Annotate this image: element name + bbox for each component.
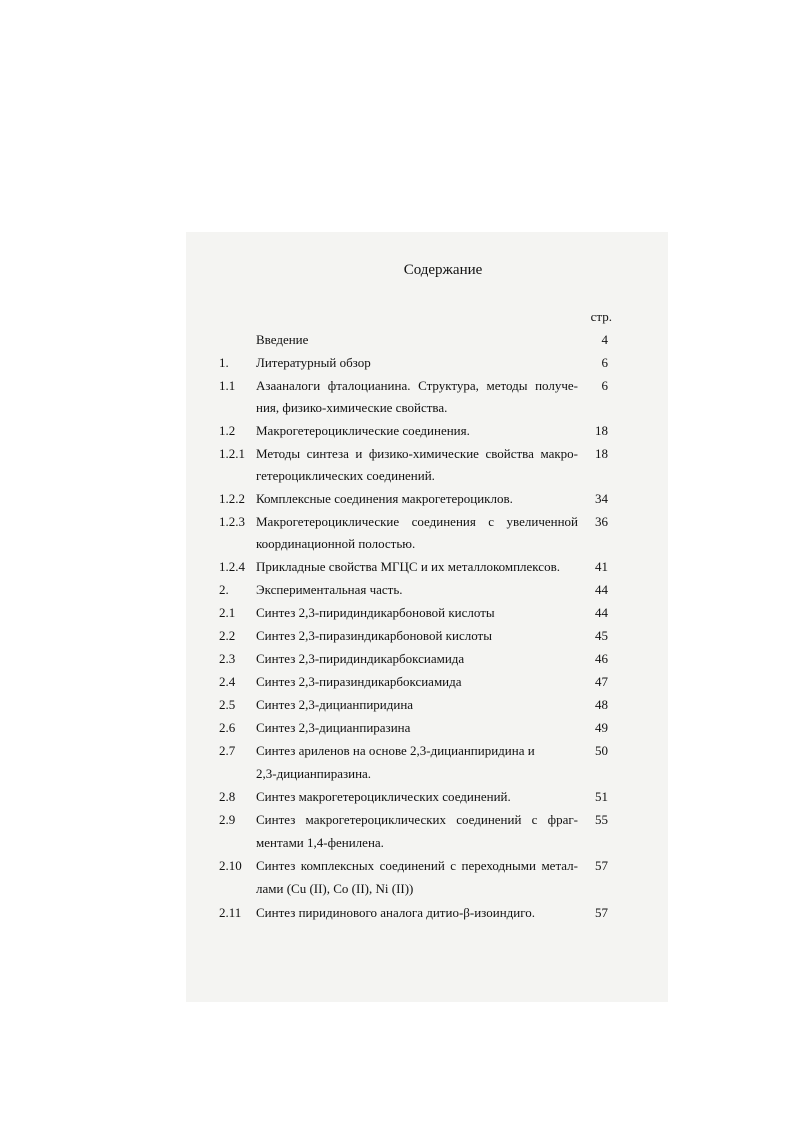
toc-entry-page: 57 xyxy=(595,905,608,920)
toc-entry-page: 41 xyxy=(595,559,608,574)
toc-entry-page: 44 xyxy=(595,582,608,597)
toc-entry-title: Синтез 2,3-пиразиндикарбоновой кислоты xyxy=(256,628,492,643)
toc-entry-page: 18 xyxy=(595,423,608,438)
page-column-header: стр. xyxy=(590,309,612,324)
toc-entry-page: 55 xyxy=(595,812,608,827)
toc-entry-number: 2.4 xyxy=(219,674,236,689)
toc-entry-number: 2.11 xyxy=(219,905,242,920)
toc-entry-title: Синтез 2,3-пиридиндикарбоновой кислоты xyxy=(256,605,495,620)
toc-entry-page: 4 xyxy=(601,332,608,347)
toc-entry-title: Экспериментальная часть. xyxy=(256,582,403,597)
toc-entry-page: 57 xyxy=(595,858,608,873)
toc-entry-title-line-1: Азааналоги фталоцианина. Структура, методы получе- xyxy=(256,378,578,393)
toc-entry-number: 1.1 xyxy=(219,378,236,393)
toc-entry-number: 2.9 xyxy=(219,812,236,827)
toc-entry-title: Синтез 2,3-дицианпиридина xyxy=(256,697,414,712)
toc-entry-number: 2.10 xyxy=(219,858,242,873)
toc-entry-title-line-2: координационной полостью. xyxy=(256,536,416,551)
toc-entry-title-line-1: Макрогетероциклические соединения с увеличенной xyxy=(256,514,578,529)
toc-entry-page: 45 xyxy=(595,628,608,643)
toc-entry-title: Синтез 2,3-пиразиндикарбоксиамида xyxy=(256,674,462,689)
toc-entry-title: Макрогетероциклические соединения. xyxy=(256,423,470,438)
toc-entry-title-line-1: Синтез макрогетероциклических соединений с фраг- xyxy=(256,812,578,827)
toc-entry-number: 2.2 xyxy=(219,628,236,643)
toc-entry-number: 2.7 xyxy=(219,743,236,758)
toc-entry-title-line-2: ния, физико-химические свойства. xyxy=(256,400,448,415)
toc-entry-title: Комплексные соединения макрогетероциклов. xyxy=(256,491,513,506)
toc-entry-number: 2.1 xyxy=(219,605,236,620)
toc-entry-page: 36 xyxy=(595,514,608,529)
toc-entry-title: Литературный обзор xyxy=(256,355,371,370)
toc-entry-page: 51 xyxy=(595,789,608,804)
page-title: Содержание xyxy=(403,262,483,278)
toc-entry-number: 2.3 xyxy=(219,651,236,666)
toc-entry-page: 34 xyxy=(595,491,608,506)
toc-entry-title-line-2: ментами 1,4-фенилена. xyxy=(256,835,384,850)
toc-entry-number: 1.2.3 xyxy=(219,514,245,529)
toc-entry-number: 1.2 xyxy=(219,423,236,438)
toc-entry-number: 1.2.4 xyxy=(219,559,245,574)
toc-entry-page: 49 xyxy=(595,720,608,735)
toc-entry-number: 2.5 xyxy=(219,697,236,712)
toc-entry-number: 1.2.2 xyxy=(219,491,245,506)
toc-entry-number: 2.6 xyxy=(219,720,236,735)
toc-entry-number: 2. xyxy=(219,582,229,597)
toc-entry-page: 18 xyxy=(595,446,608,461)
toc-entry-title: Прикладные свойства МГЦС и их металлокомплексов. xyxy=(256,559,560,574)
toc-entry-title-line-2: лами (Cu (II), Co (II), Ni (II)) xyxy=(256,881,414,896)
toc-entry-title: Синтез пиридинового аналога дитио-β-изоиндиго. xyxy=(256,905,535,920)
toc-entry-page: 50 xyxy=(595,743,608,758)
toc-entry-title-line-1: Синтез комплексных соединений с переходными метал- xyxy=(256,858,578,873)
toc-entry-title: Введение xyxy=(256,332,309,347)
toc-entry-number: 1. xyxy=(219,355,229,370)
toc-entry-number: 2.8 xyxy=(219,789,236,804)
toc-entry-title-line-1: Синтез ариленов на основе 2,3-дицианпиридина и xyxy=(256,743,535,758)
toc-entry-page: 44 xyxy=(595,605,608,620)
toc-entry-page: 48 xyxy=(595,697,608,712)
toc-entry-page: 6 xyxy=(601,378,608,393)
toc-entry-title: Синтез макрогетероциклических соединений. xyxy=(256,789,511,804)
toc-entry-page: 6 xyxy=(601,355,608,370)
toc-entry-page: 46 xyxy=(595,651,608,666)
toc-entry-title-line-1: Методы синтеза и физико-химические свойства макро- xyxy=(256,446,578,461)
toc-entry-title-line-2: 2,3-дицианпиразина. xyxy=(256,766,372,781)
toc-entry-number: 1.2.1 xyxy=(219,446,245,461)
toc-entry-title: Синтез 2,3-пиридиндикарбоксиамида xyxy=(256,651,465,666)
toc-entry-title: Синтез 2,3-дицианпиразина xyxy=(256,720,411,735)
toc-entry-page: 47 xyxy=(595,674,608,689)
toc-entry-title-line-2: гетероциклических соединений. xyxy=(256,468,435,483)
